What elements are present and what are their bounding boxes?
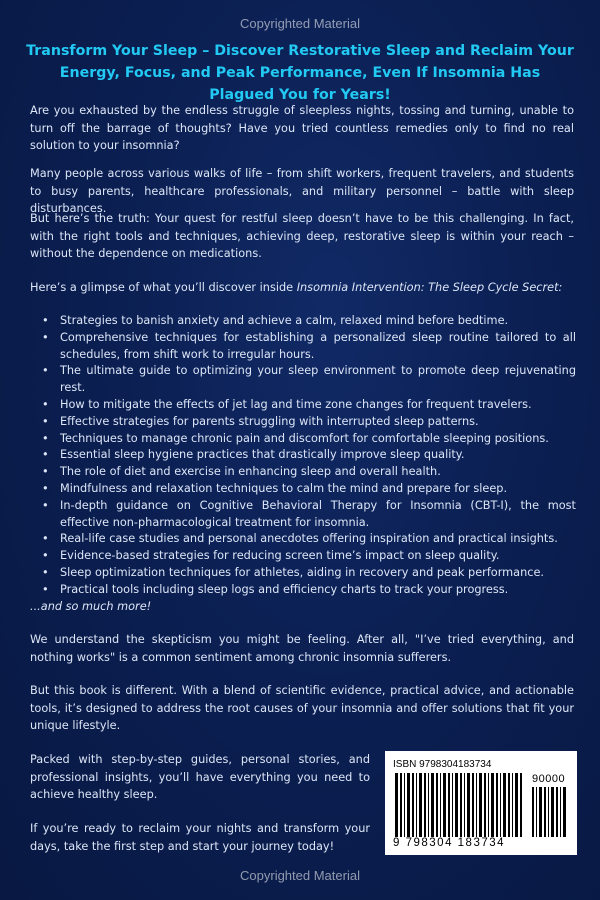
barcode-bar [479, 773, 482, 837]
barcode-bar [491, 773, 494, 837]
feature-text: Practical tools including sleep logs and efficiency charts to track your progress. [60, 582, 509, 596]
barcode-bar [440, 773, 441, 837]
barcode-bar [416, 773, 417, 837]
barcode-bar [431, 773, 434, 837]
bullet-marker: • [42, 364, 49, 378]
and-more-line: ...and so much more! [30, 600, 152, 613]
barcode-bar [419, 773, 422, 837]
different-paragraph: But this book is different. With a blend of scientific evidence, practical advice, and actionable tools, it’s designed to address the root causes of your insomnia and offer solutions that fit your unique lifestyle. [30, 684, 574, 732]
feature-text: Effective strategies for parents struggling with interrupted sleep patterns. [60, 414, 479, 428]
bullet-marker: • [42, 582, 49, 596]
feature-text: In-depth guidance on Cognitive Behavioral Therapy for Insomnia (CBT-I), the most effective non-pharmacological treatment for insomnia. [60, 498, 576, 529]
feature-list-item [42, 363, 576, 397]
bullet-marker: • [42, 565, 49, 579]
barcode-bar [496, 773, 498, 837]
price-barcode [532, 787, 570, 837]
feature-list-item [42, 330, 576, 364]
feature-list-item [42, 447, 576, 464]
barcode-bar [400, 773, 402, 837]
feature-text: Mindfulness and relaxation techniques to calm the mind and prepare for sleep. [60, 481, 508, 495]
glimpse-paragraph [30, 279, 574, 297]
barcode-bar [428, 773, 429, 837]
bullet-marker: • [42, 549, 49, 563]
barcode-bar [544, 787, 546, 837]
price-code-label: 90000 [532, 773, 566, 785]
barcode-bar [412, 773, 414, 837]
feature-list-item [42, 582, 576, 599]
barcode-bar [551, 787, 554, 837]
barcode-bar [455, 773, 458, 837]
feature-text: Sleep optimization techniques for athletes, aiding in recovery and peak performance. [60, 565, 544, 579]
feature-text: The role of diet and exercise in enhancing sleep and overall health. [60, 465, 441, 479]
barcode-bar [500, 773, 501, 837]
feature-list [42, 313, 576, 599]
barcode-bar [404, 773, 405, 837]
feature-list-item [42, 313, 576, 330]
feature-list-item [42, 431, 576, 448]
barcode-bar [556, 787, 558, 837]
barcode-bar [539, 787, 542, 837]
bullet-marker: • [42, 498, 49, 512]
feature-text: Essential sleep hygiene practices that drastically improve sleep quality. [60, 448, 465, 462]
barcode-bar [520, 773, 522, 837]
feature-text: Comprehensive techniques for establishing a personalized sleep routine tailored to all schedules, from shift work to irregular hours. [60, 330, 576, 361]
barcode-bar [424, 773, 426, 837]
feature-list-item [42, 481, 576, 498]
book-title: Insomnia Intervention: The Sleep Cycle Secret: [296, 281, 563, 294]
cta-paragraph: If you’re ready to reclaim your nights and transform your days, take the first step and start your journey today! [30, 822, 370, 853]
barcode-bar [488, 773, 489, 837]
feature-text: Real-life case studies and personal anecdotes offering inspiration and practical insights. [60, 532, 558, 546]
isbn-digits: 9 798304 183734 [393, 837, 506, 849]
skepticism-paragraph: We understand the skepticism you might be feeling. After all, "I’ve tried everything, and nothing works" is a common sentiment among chronic insomnia sufferers. [30, 633, 574, 664]
audience-paragraph: Many people across various walks of life – from shift workers, frequent travelers, and students to busy parents, healthcare professionals, and military personnel – battle with sleep disturbances. [30, 167, 574, 215]
headline: Transform Your Sleep – Discover Restorative Sleep and Reclaim Your Energy, Focus, and Peak Performance, Even If Insomnia Has Plagued You for Years! [26, 43, 574, 103]
barcode-bar [548, 787, 549, 837]
barcode-bar [512, 773, 513, 837]
barcode-bar [464, 773, 465, 837]
watermark-bottom: Copyrighted Material [240, 868, 360, 883]
glimpse-lead: Here’s a glimpse of what you’ll discover inside [30, 281, 297, 294]
isbn-barcode [395, 773, 525, 837]
barcode-bar [476, 773, 477, 837]
barcode-bar [560, 787, 561, 837]
feature-text: Techniques to manage chronic pain and discomfort for comfortable sleeping positions. [60, 431, 549, 445]
barcode-bar [515, 773, 518, 837]
feature-list-item [42, 498, 576, 532]
feature-text: The ultimate guide to optimizing your sleep environment to promote deep rejuvenating rest. [60, 364, 576, 395]
barcode-bar [508, 773, 510, 837]
barcode-bar [467, 773, 470, 837]
bullet-marker: • [42, 414, 49, 428]
feature-text: How to mitigate the effects of jet lag and time zone changes for frequent travelers. [60, 397, 532, 411]
feature-list-item [42, 548, 576, 565]
barcode-bar [484, 773, 486, 837]
bullet-marker: • [42, 481, 49, 495]
barcode-bar [563, 787, 566, 837]
feature-list-item [42, 531, 576, 548]
feature-text: Strategies to banish anxiety and achieve a calm, relaxed mind before bedtime. [60, 314, 509, 327]
barcode-bar [436, 773, 438, 837]
barcode-bar [503, 773, 506, 837]
bullet-marker: • [42, 330, 49, 344]
feature-text: Evidence-based strategies for reducing screen time’s impact on sleep quality. [60, 549, 500, 563]
barcode-bar [472, 773, 474, 837]
bullet-marker: • [42, 465, 49, 479]
truth-paragraph: But here’s the truth: Your quest for restful sleep doesn’t have to be this challenging. In fact, with the right tools and techniques, achieving deep, restorative sleep is within your reach – without the dependence on medications. [30, 212, 574, 260]
barcode-bar [536, 787, 537, 837]
barcode-bar [407, 773, 410, 837]
barcode-bar [395, 773, 398, 837]
feature-list-item [42, 397, 576, 414]
barcode-bar [452, 773, 453, 837]
feature-list-item [42, 464, 576, 481]
isbn-label: ISBN 9798304183734 [393, 759, 492, 770]
bullet-marker: • [42, 397, 49, 411]
feature-list-item [42, 414, 576, 431]
barcode-bar [532, 787, 534, 837]
barcode-bar [460, 773, 462, 837]
barcode-bar [443, 773, 446, 837]
bullet-marker: • [42, 431, 49, 445]
packed-paragraph: Packed with step-by-step guides, personal stories, and professional insights, you’ll have everything you need to achieve healthy sleep. [30, 753, 370, 801]
barcode-bar [448, 773, 450, 837]
bullet-marker: • [42, 314, 49, 327]
intro-paragraph: Are you exhausted by the endless struggle of sleepless nights, tossing and turning, unable to turn off the barrage of thoughts? Have you tried countless remedies only to find no real solution to your insomnia? [30, 104, 574, 152]
barcode-box [385, 751, 577, 855]
bullet-marker: • [42, 532, 49, 546]
watermark-top: Copyrighted Material [240, 16, 360, 31]
bullet-marker: • [42, 448, 49, 462]
feature-list-item [42, 565, 576, 582]
